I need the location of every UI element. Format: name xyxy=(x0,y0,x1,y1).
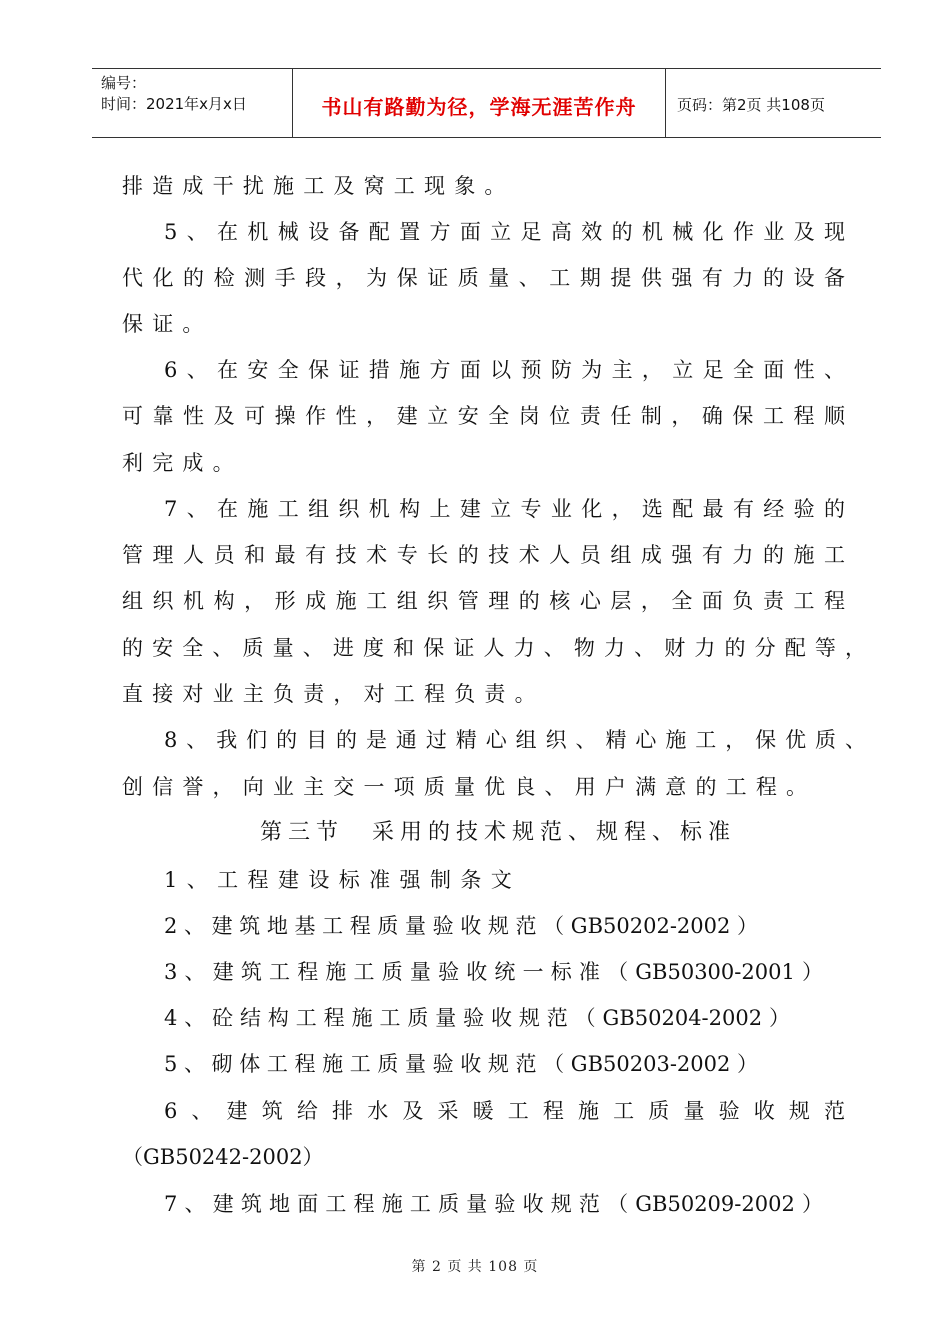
body-line: 管理人员和最有技术专长的技术人员组成强有力的施工 xyxy=(122,543,845,567)
body-line: 创信誉，向业主交一项质量优良、用户满意的工程。 xyxy=(122,775,807,799)
body-line: 6、在安全保证措施方面以预防为主，立足全面性、 xyxy=(164,358,845,382)
standard-item: 4、砼结构工程施工质量验收规范（GB50204-2002） xyxy=(164,1006,790,1030)
body-line: 直接对业主负责，对工程负责。 xyxy=(122,682,545,706)
standard-item: 2、建筑地基工程质量验收规范（GB50202-2002） xyxy=(164,914,758,938)
body-line: 排造成干扰施工及窝工现象。 xyxy=(122,174,515,198)
document-number-label: 编号： xyxy=(101,74,147,92)
standard-item: 1、工程建设标准强制条文 xyxy=(164,868,522,892)
header-page-cell xyxy=(667,69,881,137)
body-line: 代化的检测手段，为保证质量、工期提供强有力的设备 xyxy=(122,266,845,290)
body-line: 7、在施工组织机构上建立专业化，选配最有经验的 xyxy=(164,497,845,521)
body-line: 组织机构，形成施工组织管理的核心层，全面负责工程 xyxy=(122,589,845,613)
header-page-info: 页码：第2页 共108页 xyxy=(677,96,825,114)
header-motto: 书山有路勤为径，学海无涯苦作舟 xyxy=(321,95,637,119)
body-line: 保证。 xyxy=(122,312,213,336)
body-line: 可靠性及可操作性，建立安全岗位责任制，确保工程顺 xyxy=(122,404,845,428)
standard-item: 5、砌体工程施工质量验收规范（GB50203-2002） xyxy=(164,1052,758,1076)
section-heading: 第三节 采用的技术规范、规程、标准 xyxy=(260,820,737,845)
header-motto-cell xyxy=(293,69,666,137)
header-meta-cell xyxy=(92,69,293,137)
standard-item: 7、建筑地面工程施工质量验收规范（GB50209-2002） xyxy=(164,1192,823,1216)
body-line: 的安全、质量、进度和保证人力、物力、财力的分配等， xyxy=(122,636,866,660)
body-line: 利完成。 xyxy=(122,451,243,475)
standard-item: 3、建筑工程施工质量验收统一标准（GB50300-2001） xyxy=(164,960,823,984)
page-footer: 第 2 页 共 108 页 xyxy=(411,1259,539,1275)
document-time-label: 时间：2021年x月x日 xyxy=(101,95,247,113)
body-line: 5、在机械设备配置方面立足高效的机械化作业及现 xyxy=(164,220,845,244)
body-line: 8、我们的目的是通过精心组织、精心施工，保优质、 xyxy=(164,728,866,752)
header-table xyxy=(92,68,881,138)
standard-item-code: （GB50242-2002） xyxy=(122,1145,324,1169)
standard-item: 6、建筑给排水及采暖工程施工质量验收规范 xyxy=(164,1099,845,1123)
